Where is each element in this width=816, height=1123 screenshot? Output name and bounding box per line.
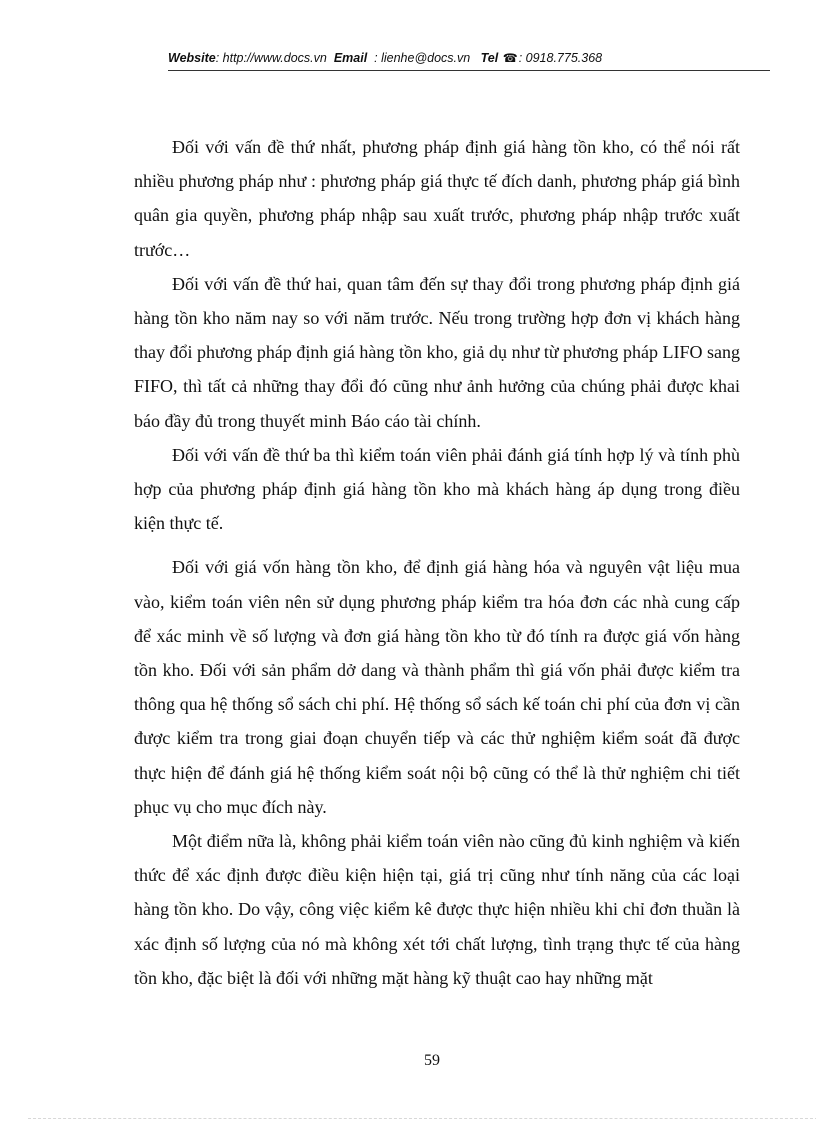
paragraph-1: Đối với vấn đề thứ nhất, phương pháp định giá hàng tồn kho, có thể nói rất nhiều phương pháp như : phương pháp giá thực tế đích danh, phương pháp giá bình quân gia quyền, phương pháp nhập sau xuất trước, phương pháp nhập trước xuất trước… xyxy=(134,137,740,260)
page-bottom-border xyxy=(28,1118,816,1119)
paragraph-3: Đối với vấn đề thứ ba thì kiểm toán viên phải đánh giá tính hợp lý và tính phù hợp của phương pháp định giá hàng tồn kho mà khách hàng áp dụng trong điều kiện thực tế. xyxy=(134,444,740,534)
email-label: Email xyxy=(333,51,368,65)
tel-value: : 0918.775.368 xyxy=(518,51,603,65)
tel-label: Tel xyxy=(480,51,499,65)
body-text xyxy=(134,130,740,995)
page-header xyxy=(168,51,768,69)
paragraph-5: Một điểm nữa là, không phải kiểm toán viên nào cũng đủ kinh nghiệm và kiến thức để xác định được điều kiện hiện tại, giá trị cũng như tính năng của các loại hàng tồn kho. Do vậy, công việc kiểm kê được thực hiện nhiều khi chỉ đơn thuần là xác định số lượng của nó mà không xét tới chất lượng, tình trạng thực tế của hàng tồn kho, đặc biệt là đối với những mặt hàng kỹ thuật cao hay những mặt xyxy=(134,831,740,988)
paragraph-4: Đối với giá vốn hàng tồn kho, để định giá hàng hóa và nguyên vật liệu mua vào, kiểm toán viên nên sử dụng phương pháp kiểm tra hóa đơn các nhà cung cấp để xác minh về số lượng và đơn giá hàng tồn kho từ đó tính ra được giá vốn hàng tồn kho. Đối với sản phẩm dở dang và thành phẩm thì giá vốn phải được kiểm tra thông qua hệ thống sổ sách chi phí. Hệ thống sổ sách kế toán chi phí của đơn vị cần được kiểm tra trong giai đoạn chuyển tiếp và các thử nghiệm kiểm soát đã được thực hiện để đánh giá hệ thống kiểm soát nội bộ cũng có thể là thử nghiệm chi tiết phục vụ cho mục đích này. xyxy=(134,557,740,817)
website-label: Website xyxy=(168,51,216,65)
phone-icon: ☎ xyxy=(502,51,518,65)
website-value: : http://www.docs.vn xyxy=(215,51,327,65)
page-number: 59 xyxy=(424,1052,440,1069)
email-value: : lienhe@docs.vn xyxy=(374,51,471,65)
header-divider xyxy=(168,70,770,71)
paragraph-2: Đối với vấn đề thứ hai, quan tâm đến sự thay đổi trong phương pháp định giá hàng tồn kho năm nay so với năm trước. Nếu trong trường hợp đơn vị khách hàng thay đổi phương pháp định giá hàng tồn kho, giả dụ như từ phương pháp LIFO sang FIFO, thì tất cả những thay đổi đó cũng như ảnh hưởng của chúng phải được khai báo đầy đủ trong thuyết minh Báo cáo tài chính. xyxy=(134,273,740,431)
